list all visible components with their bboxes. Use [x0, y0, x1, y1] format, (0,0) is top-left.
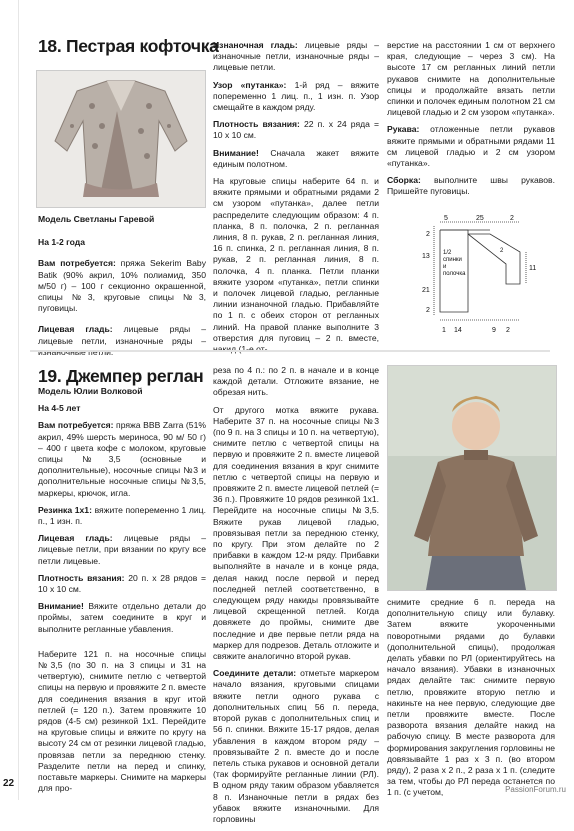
purl-stitch-text: лицевые ряды – изнаночные петли, изнаночные ряды – лицевые петли.: [213, 40, 379, 73]
attention-para: [213, 148, 379, 170]
diagram-inner-label: полочка: [443, 271, 466, 277]
assembly-label: Сборка:: [387, 175, 421, 186]
join-text: отметьте маркером начало вязания, круговыми спицами вяжите петли одного рукава с дополнительных спиц 56 п. переда, второй рукав с дополнительных спиц и 56 п. спинки. Вяжите 15-17 рядов, делая убавления в каждом втором ряду – провязывайте 2 п. вместе до и после петель стыка рукавов и основной детали (так формируйте регланные линии (РЛ). В одном ряду таким образом убавляется 8 п. Изнаночные петли в рядах без убавок вяжите изнаночными. Для горловины: [213, 668, 379, 824]
materials-label: Вам потребуется:: [38, 258, 116, 269]
diagram-inner-label: 1/2: [443, 250, 452, 256]
stitch-label: Лицевая гладь:: [38, 533, 113, 544]
armhole-para: реза по 4 п.: по 2 п. в начале и в конце каждой детали. Отложите вязание, не обрезая нить.: [213, 365, 379, 398]
join-label: Соедините детали:: [213, 668, 297, 679]
diagram-bottom-label: 2: [506, 327, 510, 334]
article-19-col-1: [38, 386, 206, 801]
materials-text: пряжа Sekerim Baby Batik (90% акрил, 10% полиамид, 350 м/50 г) – 100 г секционно окрашенной, спицы №3, круговые спицы №3, пуговицы.: [38, 258, 206, 314]
article-19-model-caption: Модель Юлии Волковой: [38, 386, 143, 396]
sleeves-para: [387, 124, 555, 169]
article-19-col-2: [213, 365, 379, 831]
watermark: PassionForum.ru: [505, 785, 566, 794]
diagram-inner-label: спинки: [443, 257, 462, 263]
note-label: Внимание!: [38, 601, 84, 612]
diagram-top-label: 5: [444, 215, 448, 222]
sleeves-para: От другого мотка вяжите рукава. Наберите 37 п. на носочные спицы №3 (по 9 п. на 3 спицы и 10 п. на четвертую), снимите петлю с четвертой спицы на первую и провяжите 2 п. вместе лицевой для соединения вязания в круг снимите петлю с четвертой спицы на первую и провяжите 2 п. вместе лицевой петлей (= 36 п.). Провяжите 10 рядов резинкой 1х1. Перейдите на носочные спицы №3,5. Вяжите рукав лицевой гладью, провязывая петли за переднюю стенку, по кругу. При этом делайте по 2 прибавки в каждом 12-м ряду. Прибавки выполняйте в начале и в конце ряда, делая накид после первой и перед последней петлей соответственно, в следующем ряду накиды провязывайте лицевой скрещенной петлей. Когда довяжете до проймы, снимите две последние и две первые петли ряда на маркер для подрезов. Деталь отложите и свяжите аналогично второй рукав.: [213, 404, 379, 662]
density-text: 22 п. х 24 ряда = 10 х 10 см.: [213, 119, 379, 141]
diagram-left-label: 21: [422, 287, 430, 294]
article-19-density: [38, 573, 206, 595]
section-divider: [30, 350, 550, 352]
tangle-pattern-text: 1-й ряд – вяжите попеременно 1 лиц. п., 1 изн. п. Узор смещайте в каждом ряду.: [213, 79, 379, 113]
sleeves-text: отложенные петли рукавов вяжите прямыми и обратными рядами 11 см лицевой гладью и 2 см узором «путанка».: [387, 124, 555, 169]
article-18-title: 18. Пестрая кофточка: [38, 36, 219, 56]
cardigan-photo: [36, 70, 206, 208]
article-18-model-caption: Модель Светланы Гаревой: [38, 214, 155, 224]
tangle-pattern-para: [213, 80, 379, 114]
materials-text: пряжа BBB Zarra (51% акрил, 49% шерсть мериноса, 90 м/ 50 г) – 400 г цвета кофе с молоком, круговые спицы №3,5 (основные и дополнительные), носочные спицы №3 и дополнительные носочные спицы №3,5, маркеры, крючок, игла.: [38, 420, 206, 498]
note-text: Вяжите отдельно детали до проймы, затем соедините в круг и выполните регланные убавления.: [38, 601, 206, 634]
stitch-text: лицевые ряды – лицевые петли, изнаночные ряды – изнаночные петли.: [38, 324, 206, 357]
join-para: [213, 668, 379, 825]
diagram-right-label: 11: [529, 265, 537, 272]
pattern-schematic: [392, 212, 562, 347]
article-19-instructions: Наберите 121 п. на носочные спицы №3,5 (по 30 п. на 3 спицы и 31 на четвертую), снимите петлю с четвертой спицы на первую и провяжите 2 п. вместе для соединения вязания в круг итой петлей (= 120 п.). Затем провяжите 10 рядов (4-5 см) резинкой 1х1. Перейдите на круговые спицы и вяжите по кругу на высоту 24 см от резинки лицевой гладью, провязав петли за переднюю стенку. Разделите петли на перед и спинку, поставьте маркеры. Снимите на маркеры для про-: [38, 648, 206, 794]
density-para: [213, 119, 379, 141]
assembly-text: выполните швы рукавов. Пришейте пуговицы.: [387, 175, 555, 197]
rib-text: вяжите попеременно 1 лиц. п., 1 изн. п.: [38, 504, 206, 527]
cardigan-illustration: [37, 71, 205, 207]
article-18-col-3: [387, 40, 555, 204]
diagram-bottom-label: 9: [492, 327, 496, 334]
density-label: Плотность вязания:: [38, 572, 125, 583]
article-19-age: На 4-5 лет: [38, 403, 81, 414]
purl-stitch-label: Изнаночная гладь:: [213, 40, 298, 50]
diagram-left-label: 2: [426, 231, 430, 238]
continuation-para: верстие на расстоянии 1 см от верхнего края, следующие – через 3 см). На высоте 17 см регланных линий петли рукавов снимите на дополнительные спицы и продолжайте вязать петли спинки и полочек единым полотном 21 см лицевой гладью и 2 см узором «путанка».: [387, 40, 555, 118]
page-number: 22: [3, 778, 15, 789]
article-19-note: [38, 601, 206, 635]
child-jumper-illustration: [388, 366, 556, 590]
diagram-bottom-label: 14: [454, 327, 462, 334]
materials-label: Вам потребуется:: [38, 420, 114, 431]
sleeves-label: Рукава:: [387, 124, 420, 135]
stitch-label: Лицевая гладь:: [38, 324, 113, 335]
density-label: Плотность вязания:: [213, 119, 300, 130]
diagram-small-label: 2: [500, 248, 504, 254]
article-19-materials: [38, 420, 206, 498]
attention-text: Сначала жакет вяжите единым полотном.: [213, 147, 379, 169]
neckline-para: снимите средние 6 п. переда на дополнительную спицу или булавку. Затем вяжите укороченными поворотными рядами до булавки (дополнительной спицы), продолжая делать убавки по РЛ (ориентируйтесь на начало вязания). Убавки в изнаночных рядах делайте так: снимите первую петлю, провяжите вторую петлю и накиньте на нее первую, следующие две петли провяжите вместе. После разворота вязания делайте накид на рабочую спицу. В месте разворота для формирования закругления горловины не довязывайте 1 раз x 3 п. (во втором ряду), 2 раза x 2 п., 2 раза x 1 п. (следите за тем, чтобы до РЛ переда останется по 1 п. (с учетом,: [387, 597, 555, 798]
diagram-inner-label: и: [443, 264, 447, 270]
article-19-rib: [38, 505, 206, 527]
article-19-col-3: [387, 597, 555, 805]
article-19-title: 19. Джемпер реглан: [38, 366, 204, 386]
jumper-photo: [387, 365, 557, 591]
assembly-para: [387, 175, 555, 197]
tangle-pattern-label: Узор «путанка»:: [213, 79, 287, 90]
diagram-top-label: 25: [476, 215, 484, 222]
diagram-top-label: 2: [510, 215, 514, 222]
attention-label: Внимание!: [213, 147, 259, 158]
article-18-col-1: [38, 214, 206, 364]
purl-stitch-para: [213, 40, 379, 74]
diagram-left-label: 2: [426, 307, 430, 314]
page-edge-strip: [0, 0, 19, 800]
instructions-para: На круговые спицы наберите 64 п. и вяжите прямыми и обратными рядами 2 см узором «путанка», далее петли распределите следующим образом: 4 п. планка, 8 п. полочка, 2 п. регланная линия, 8 п. рукав, 2 п. регланная линия, 16 п. спинка, 2 п. регланная линия, 8 п. рукав, 2 п. регланная линия, 8 п. полочка, 4 п. планка. Петли планки вяжите узором «путанка», петли спинки и полочек лицевой гладью, регланные линии изнаночной гладью. Прибавляйте по 1 п. с обеих сторон от регланных линий. На правой планке выполните 3 отверстия для пуговиц – 2 п. вместе, накид (1-е от-: [213, 176, 379, 355]
article-18-materials: [38, 258, 206, 314]
diagram-bottom-label: 1: [442, 327, 446, 334]
article-18-age: На 1-2 года: [38, 237, 86, 248]
diagram-left-label: 13: [422, 253, 430, 260]
density-text: 20 п. х 28 рядов = 10 х 10 см.: [38, 572, 207, 595]
stitch-text: лицевые ряды – лицевые петли, при вязании по кругу все петли лицевые.: [38, 533, 206, 566]
article-19-stitch: [38, 533, 206, 567]
article-18-stitch: [38, 324, 206, 358]
rib-label: Резинка 1х1:: [38, 504, 92, 515]
article-18-col-2: [213, 40, 379, 361]
